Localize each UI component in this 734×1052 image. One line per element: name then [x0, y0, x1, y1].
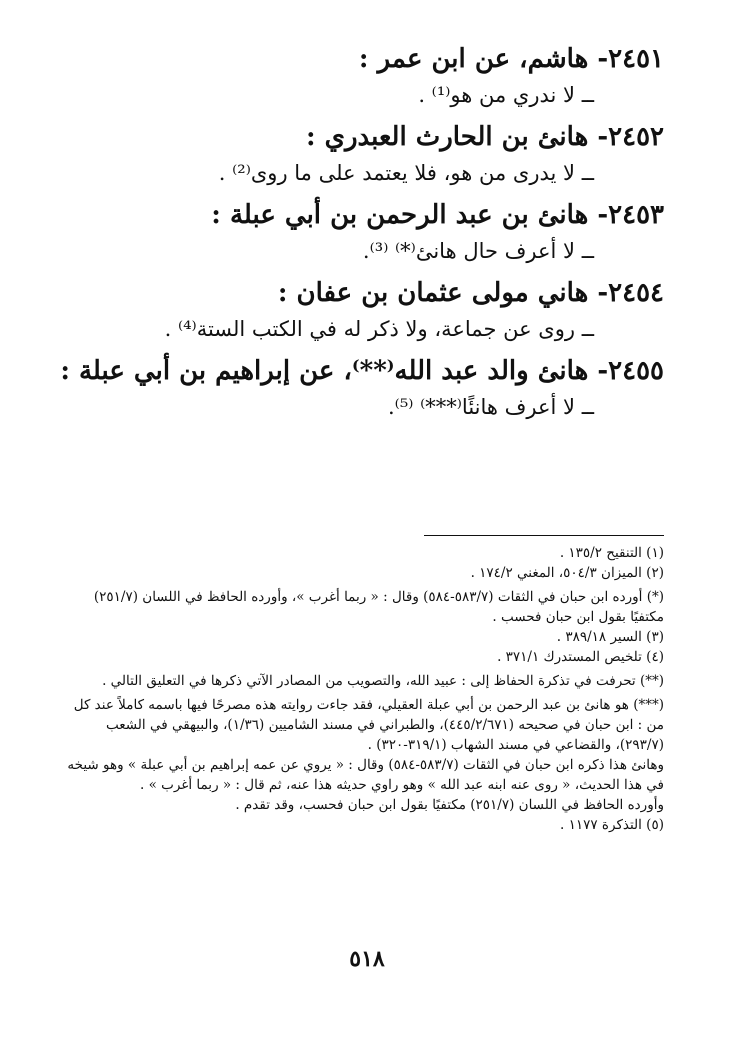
entry-2455 — [60, 352, 664, 430]
entry-quote: ــ لا أعرف هانئًا⁽***⁾ ⁽⁵⁾. — [388, 395, 594, 419]
entry-2453 — [120, 196, 664, 274]
footnote-divider — [424, 535, 664, 536]
footnote-3: (٣) السير ٣٨٩/١٨ . — [556, 629, 664, 645]
entry-2452 — [120, 118, 664, 196]
footnote-triple-star-continued: وهانئ هذا ذكره ابن حبان في الثقات (٥٨٣/٧-٥٨٤) وقال : « يروي عن عمه إبراهيم بن أبي عبلة » وهو شيخه في هذا الحديث، « روى عنه ابنه عبد الله » وهو راوي حديثه هذا عنه، ثم قال : « ربما أغرب » . — [67, 757, 664, 793]
footnote-2: (٢) الميزان ٥٠٤/٣، المغني ١٧٤/٢ . — [470, 565, 664, 581]
entry-quote: ــ روى عن جماعة، ولا ذكر له في الكتب الستة⁽⁴⁾ . — [164, 317, 594, 341]
page-number: ٥١٨ — [349, 946, 385, 972]
footnote-1: (١) التنقيح ١٣٥/٢ . — [559, 545, 664, 561]
footnote-triple-star: (***) هو هانئ بن عبد الرحمن بن أبي عبلة العقيلي، فقد جاءت روايته هذه مصرحًا فيها باسمه كاملاً عند كل من : ابن حبان في صحيحه (٤٤٥/٢/٦٧١)، والطبراني في مسند الشاميين (١/٣٦)، والبيهقي في الشعب (٢٩٣/٧)، والقضاعي في مسند الشهاب (٣١٩/١-٣٢٠) . — [73, 697, 664, 753]
footnote-star: (*) أورده ابن حبان في الثقات (٥٨٣/٧-٥٨٤) وقال : « ربما أغرب »، وأورده الحافظ في اللسان (٢٥١/٧) مكتفيًا بقول ابن حبان فحسب . — [93, 589, 664, 625]
entry-quote: ــ لا أعرف حال هانئ⁽*⁾ ⁽³⁾. — [362, 239, 594, 263]
entry-quote: ــ لا ندري من هو⁽¹⁾ . — [418, 83, 594, 107]
footnote-5: (٥) التذكرة ١١٧٧ . — [560, 817, 664, 833]
entry-heading: ٢٤٥٣- هانئ بن عبد الرحمن بن أبي عبلة : — [211, 200, 664, 230]
footnotes-section — [64, 543, 664, 835]
entry-2454 — [120, 274, 664, 352]
entries-section — [60, 40, 664, 430]
entry-2451 — [120, 40, 664, 118]
entry-heading: ٢٤٥١- هاشم، عن ابن عمر : — [358, 44, 664, 74]
entry-quote: ــ لا يدرى من هو، فلا يعتمد على ما روى⁽²⁾ . — [218, 161, 594, 185]
entry-heading: ٢٤٥٥- هانئ والد عبد الله⁽**⁾، عن إبراهيم بن أبي عبلة : — [60, 356, 664, 386]
footnote-double-star: (**) تحرفت في تذكرة الحفاظ إلى : عبيد الله، والتصويب من المصادر الآتي ذكرها في التعليق التالي . — [102, 673, 664, 689]
footnote-4: (٤) تلخيص المستدرك ٣٧١/١ . — [497, 649, 664, 665]
entry-heading: ٢٤٥٤- هاني مولى عثمان بن عفان : — [277, 278, 664, 308]
footnote-triple-star-final: وأورده الحافظ في اللسان (٢٥١/٧) مكتفيًا بقول ابن حبان فحسب، وقد تقدم . — [235, 797, 664, 813]
entry-heading: ٢٤٥٢- هانئ بن الحارث العبدري : — [305, 122, 664, 152]
